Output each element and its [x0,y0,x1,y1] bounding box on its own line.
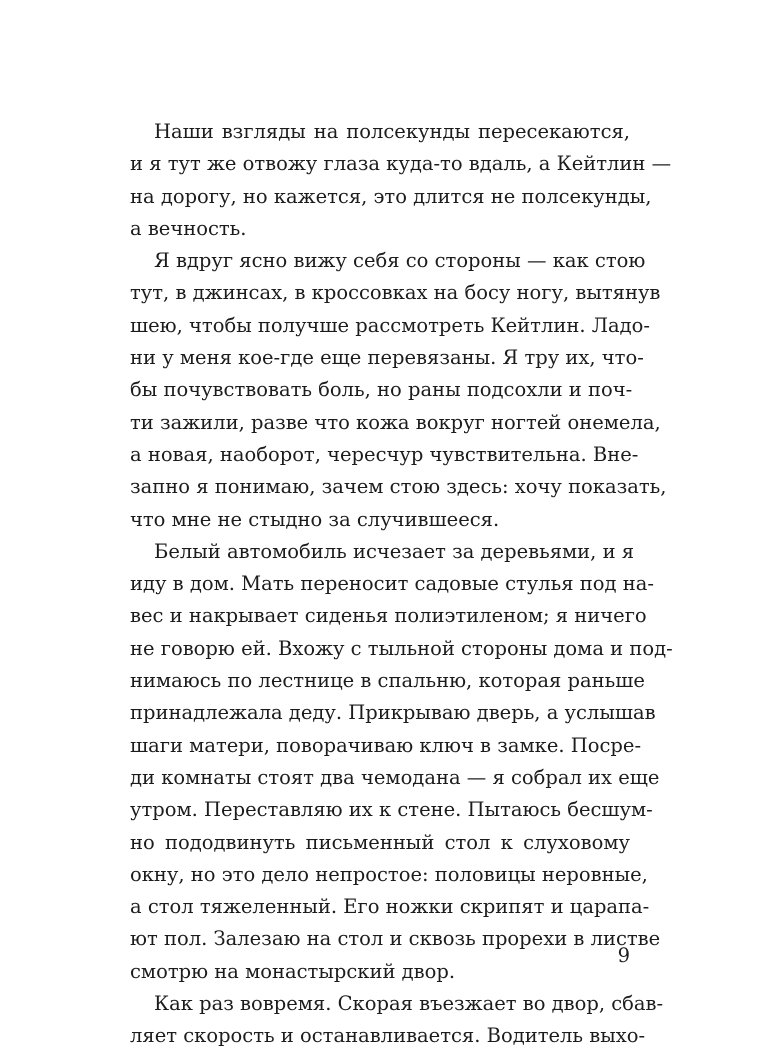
text-line: Как раз вовремя. Скорая въезжает во двор, сбав- [154,992,664,1016]
text-line: ни у меня кое-где еще перевязаны. Я тру их, что- [130,346,644,370]
page-number: 9 [617,944,630,967]
text-line: ют пол. Залезаю на стол и сквозь прорехи в листве [130,927,661,951]
text-line: а вечность. [130,216,247,240]
text-line: бы почувствовать боль, но раны подсохли и поч- [130,378,633,402]
body-text [130,116,673,1053]
text-line: а новая, наоборот, чересчур чувствительна. Вне- [130,442,639,466]
text-line: иду в дом. Мать переносит садовые стулья под на- [130,572,654,596]
text-line: что мне не стыдно за случившееся. [130,507,500,531]
text-line: запно я понимаю, зачем стою здесь: хочу показать, [130,475,667,499]
text-line: ди комнаты стоят два чемодана — я собрал их еще [130,765,660,789]
text-line: утром. Переставляю их к стене. Пытаюсь бесшум- [130,798,653,822]
text-line: Наши взгляды на полсекунды пересекаются, [154,120,630,143]
text-line: нимаюсь по лестнице в спальню, которая раньше [130,669,645,693]
text-line: окну, но это дело непростое: половицы неровные, [130,862,648,886]
text-line: принадлежала деду. Прикрываю дверь, а услышав [130,701,656,725]
text-line: но пододвинуть письменный стол к слуховому [130,830,630,854]
text-line: не говорю ей. Вхожу с тыльной стороны дома и под- [130,636,673,660]
text-line: на дорогу, но кажется, это длится не полсекунды, [130,184,652,208]
text-line: Я вдруг ясно вижу себя со стороны — как стою [154,249,646,273]
text-line: и я тут же отвожу глаза куда-то вдаль, а Кейтлин — [130,152,672,176]
text-line: Белый автомобиль исчезает за деревьями, и я [154,539,635,563]
text-line: ляет скорость и останавливается. Водитель выхо- [130,1024,646,1048]
text-line: шею, чтобы получше рассмотреть Кейтлин. Ладо- [130,313,650,337]
text-line: ти зажили, разве что кожа вокруг ногтей онемела, [130,410,661,434]
text-line: вес и накрывает сиденья полиэтиленом; я ничего [130,604,647,628]
text-line: шаги матери, поворачиваю ключ в замке. Посре- [130,733,642,757]
text-line: смотрю на монастырский двор. [130,959,456,983]
text-line: тут, в джинсах, в кроссовках на босу ногу, вытянув [130,281,661,305]
text-line: а стол тяжеленный. Его ножки скрипят и царапа- [130,895,650,919]
